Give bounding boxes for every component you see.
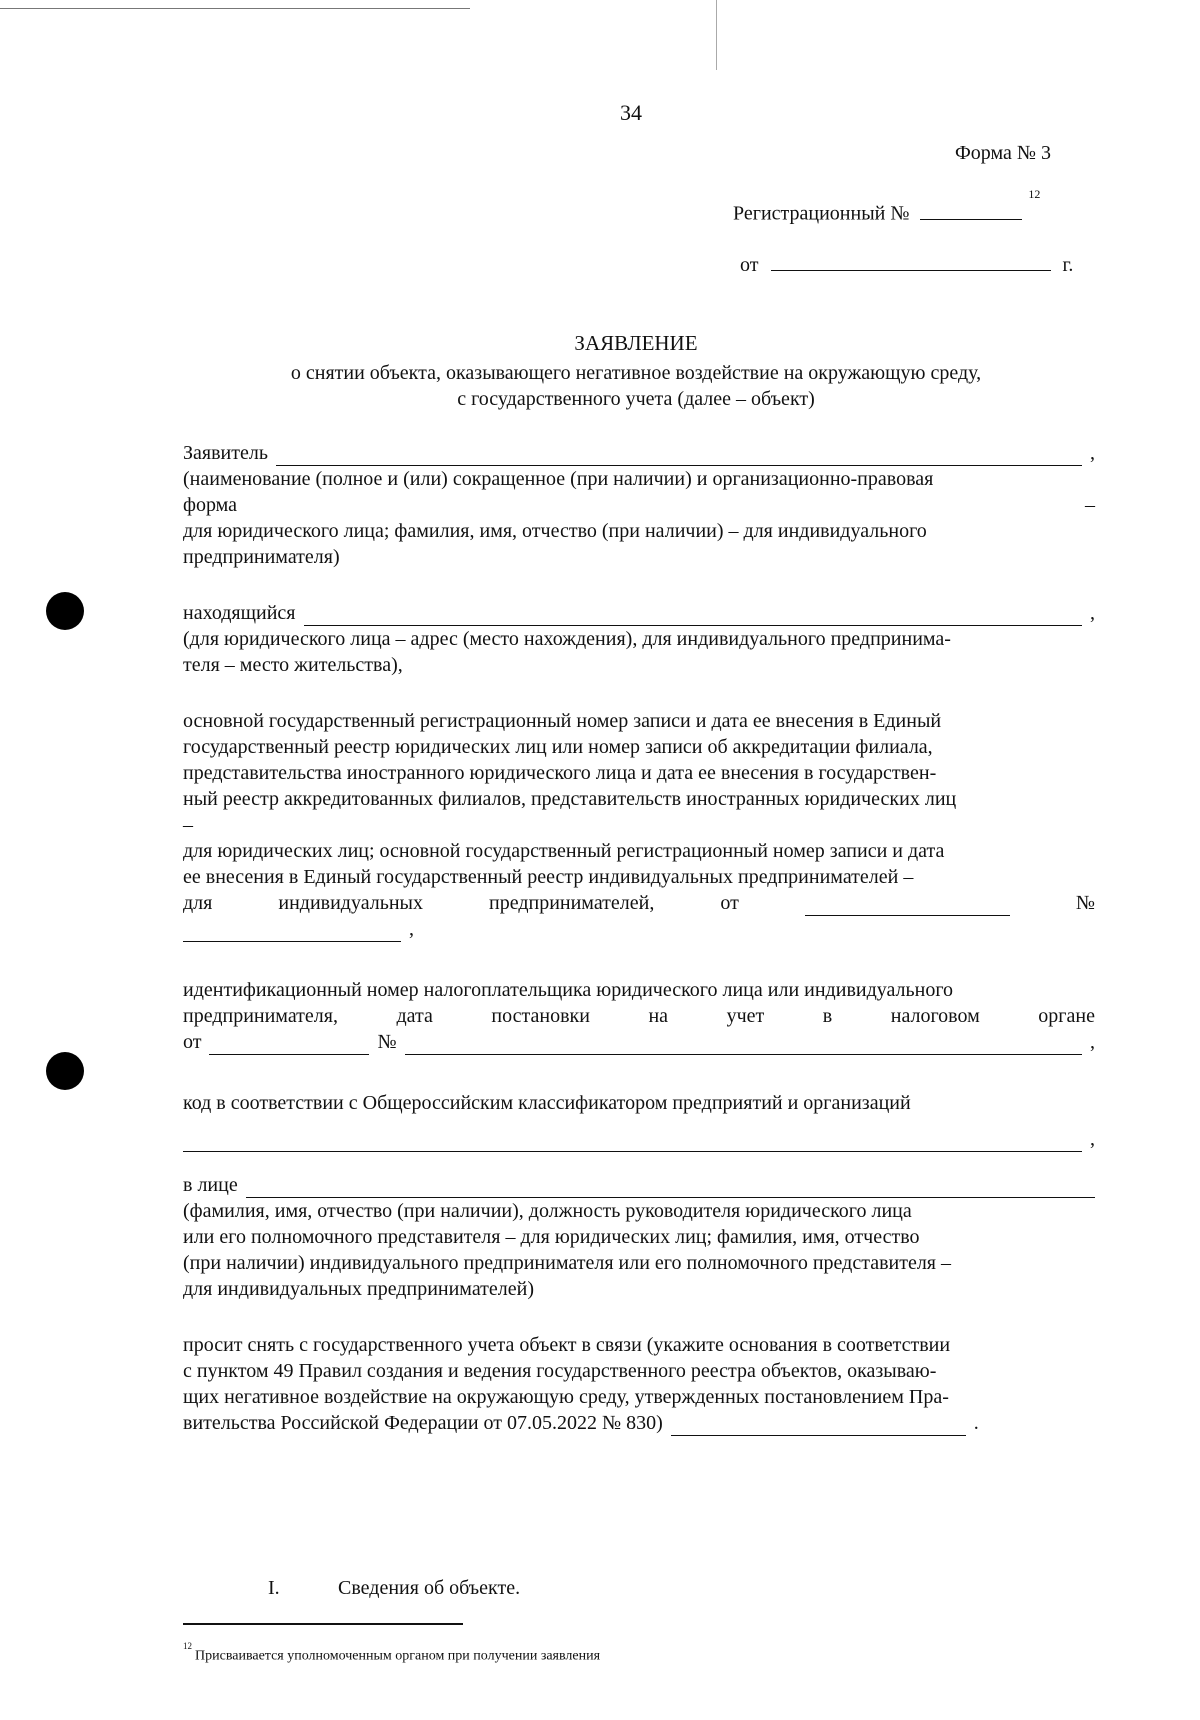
location-label: находящийся bbox=[183, 602, 296, 624]
representative-hint: для индивидуальных предпринимателей) bbox=[183, 1278, 535, 1300]
registration-date-row bbox=[740, 250, 1073, 278]
representative-hint: (при наличии) индивидуального предпринимателя или его полномочного представителя – bbox=[183, 1252, 952, 1274]
date-suffix: г. bbox=[1062, 254, 1074, 276]
representative-hint: (фамилия, имя, отчество (при наличии), должность руководителя юридического лица bbox=[183, 1200, 912, 1222]
inn-section: идентификационный номер налогоплательщика юридического лица или индивидуального предпринимателя, дата постановки на учет в налоговом органе от № , bbox=[183, 979, 1095, 1053]
request-text: с пунктом 49 Правил создания и ведения государственного реестра объектов, оказываю- bbox=[183, 1360, 937, 1382]
footnote-mark: 12 bbox=[1028, 187, 1041, 201]
footnote-text: Присваивается уполномоченным органом при получении заявления bbox=[195, 1648, 601, 1664]
inn-text: дата bbox=[396, 1005, 433, 1027]
registration-number-row bbox=[733, 187, 1041, 227]
inn-date-field[interactable] bbox=[209, 1034, 369, 1055]
ogrn-text: индивидуальных bbox=[278, 892, 423, 914]
representative-field[interactable] bbox=[246, 1177, 1095, 1198]
representative-label: в лице bbox=[183, 1174, 238, 1196]
form-number: Форма № 3 bbox=[955, 142, 1051, 164]
footnote bbox=[183, 1642, 600, 1666]
applicant-hint: для юридического лица; фамилия, имя, отчество (при наличии) – для индивидуального bbox=[183, 520, 927, 542]
okpo-section: код в соответствии с Общероссийским классификатором предприятий и организаций , bbox=[183, 1092, 1095, 1150]
ogrn-date-field[interactable] bbox=[805, 895, 1010, 916]
document-subtitle: о снятии объекта, оказывающего негативное воздействие на окружающую среду, bbox=[290, 362, 982, 384]
ogrn-text: для юридических лиц; основной государственный регистрационный номер записи и дата bbox=[183, 840, 945, 862]
location-section: находящийся , (для юридического лица – адрес (место нахождения), для индивидуального предпринима- теля – место жительства), bbox=[183, 602, 1095, 676]
okpo-text: код в соответствии с Общероссийским классификатором предприятий и организаций bbox=[183, 1092, 911, 1114]
inn-text: предпринимателя, bbox=[183, 1005, 338, 1027]
request-text: щих негативное воздействие на окружающую среду, утвержденных постановлением Пра- bbox=[183, 1386, 949, 1408]
ogrn-section: основной государственный регистрационный номер записи и дата ее внесения в Единый государственный реестр юридических лиц или номер записи об аккредитации филиала, представительства иностранного юридического лица и дата ее внесения в государствен- ный реестр аккредитованных филиалов, представительств иностранных юридических лиц – для юридических лиц; основной государственный регистрационный номер записи и дата ее внесения в Единый государственный реестр индивидуальных предпринимателей – для индивидуальных предпринимателей, от № , bbox=[183, 710, 1095, 940]
applicant-section: Заявитель , (наименование (полное и (или) сокращенное (при наличии) и организационно-правовая форма – для юридического лица; фамилия, имя, отчество (при наличии) – для индивидуального предпринимателя) bbox=[183, 442, 1095, 568]
request-section: просит снять с государственного учета объект в связи (укажите основания в соответствии с пунктом 49 Правил создания и ведения государственного реестра объектов, оказываю- щих негативное воздействие на окружающую среду, утвержденных постановлением Пра- вительства Российской Федерации от 07.05.2022 № 830) . bbox=[183, 1332, 1095, 1436]
ogrn-text: для bbox=[183, 892, 213, 914]
representative-section bbox=[183, 1172, 1095, 1302]
ogrn-text: предпринимателей, bbox=[489, 892, 655, 914]
inn-text: налоговом bbox=[890, 1005, 980, 1027]
ogrn-text: – bbox=[183, 814, 193, 836]
ogrn-number-sign: № bbox=[1075, 892, 1095, 914]
applicant-hint: предпринимателя) bbox=[183, 546, 340, 568]
inn-number-field[interactable] bbox=[405, 1034, 1082, 1055]
ogrn-text: основной государственный регистрационный номер записи и дата ее внесения в Единый bbox=[183, 710, 942, 732]
section-title: Сведения об объекте. bbox=[338, 1577, 521, 1599]
inn-text: постановки bbox=[491, 1005, 590, 1027]
punch-hole-mark bbox=[46, 1052, 84, 1090]
applicant-hint: форма bbox=[183, 494, 238, 516]
section-numeral: I. bbox=[268, 1577, 280, 1599]
date-prefix: от bbox=[740, 254, 759, 276]
scan-artifact-line bbox=[0, 8, 470, 9]
footnote-divider bbox=[183, 1623, 463, 1625]
inn-text: на bbox=[648, 1005, 669, 1027]
inn-number-sign: № bbox=[377, 1031, 397, 1053]
request-text: просит снять с государственного учета объект в связи (укажите основания в соответствии bbox=[183, 1334, 951, 1356]
location-hint: (для юридического лица – адрес (место нахождения), для индивидуального предпринима- bbox=[183, 628, 951, 650]
applicant-field[interactable] bbox=[276, 445, 1082, 466]
punch-hole-mark bbox=[46, 592, 84, 630]
ogrn-text: государственный реестр юридических лиц или номер записи об аккредитации филиала, bbox=[183, 736, 933, 758]
registration-date-field[interactable] bbox=[771, 250, 1051, 271]
document-subtitle: с государственного учета (далее – объект) bbox=[457, 388, 815, 410]
registration-number-field[interactable] bbox=[920, 199, 1022, 220]
applicant-hint: – bbox=[1085, 494, 1095, 516]
inn-text: органе bbox=[1038, 1005, 1095, 1027]
request-text: вительства Российской Федерации от 07.05.2022 № 830) bbox=[183, 1412, 663, 1434]
ogrn-number-field[interactable] bbox=[183, 921, 401, 942]
ogrn-text: ее внесения в Единый государственный реестр индивидуальных предпринимателей – bbox=[183, 866, 914, 888]
okpo-field[interactable] bbox=[183, 1131, 1082, 1152]
ogrn-text: от bbox=[720, 892, 739, 914]
document-title: ЗАЯВЛЕНИЕ bbox=[574, 331, 698, 355]
location-hint: теля – место жительства), bbox=[183, 654, 403, 676]
request-reason-field[interactable] bbox=[671, 1415, 966, 1436]
representative-hint: или его полномочного представителя – для юридических лиц; фамилия, имя, отчество bbox=[183, 1226, 920, 1248]
ogrn-text: ный реестр аккредитованных филиалов, представительств иностранных юридических лиц bbox=[183, 788, 957, 810]
ogrn-text: представительства иностранного юридического лица и дата ее внесения в государствен- bbox=[183, 762, 937, 784]
applicant-hint: (наименование (полное и (или) сокращенное (при наличии) и организационно-правовая bbox=[183, 468, 934, 490]
inn-text: учет bbox=[726, 1005, 765, 1027]
applicant-label: Заявитель bbox=[183, 442, 268, 464]
inn-from: от bbox=[183, 1031, 202, 1053]
inn-text: в bbox=[822, 1005, 833, 1027]
registration-label: Регистрационный № bbox=[733, 202, 910, 225]
inn-text: идентификационный номер налогоплательщика юридического лица или индивидуального bbox=[183, 979, 954, 1001]
location-field[interactable] bbox=[304, 605, 1083, 626]
page-number: 34 bbox=[620, 100, 642, 125]
scan-artifact-line bbox=[716, 0, 717, 70]
footnote-mark: 12 bbox=[183, 1641, 192, 1651]
